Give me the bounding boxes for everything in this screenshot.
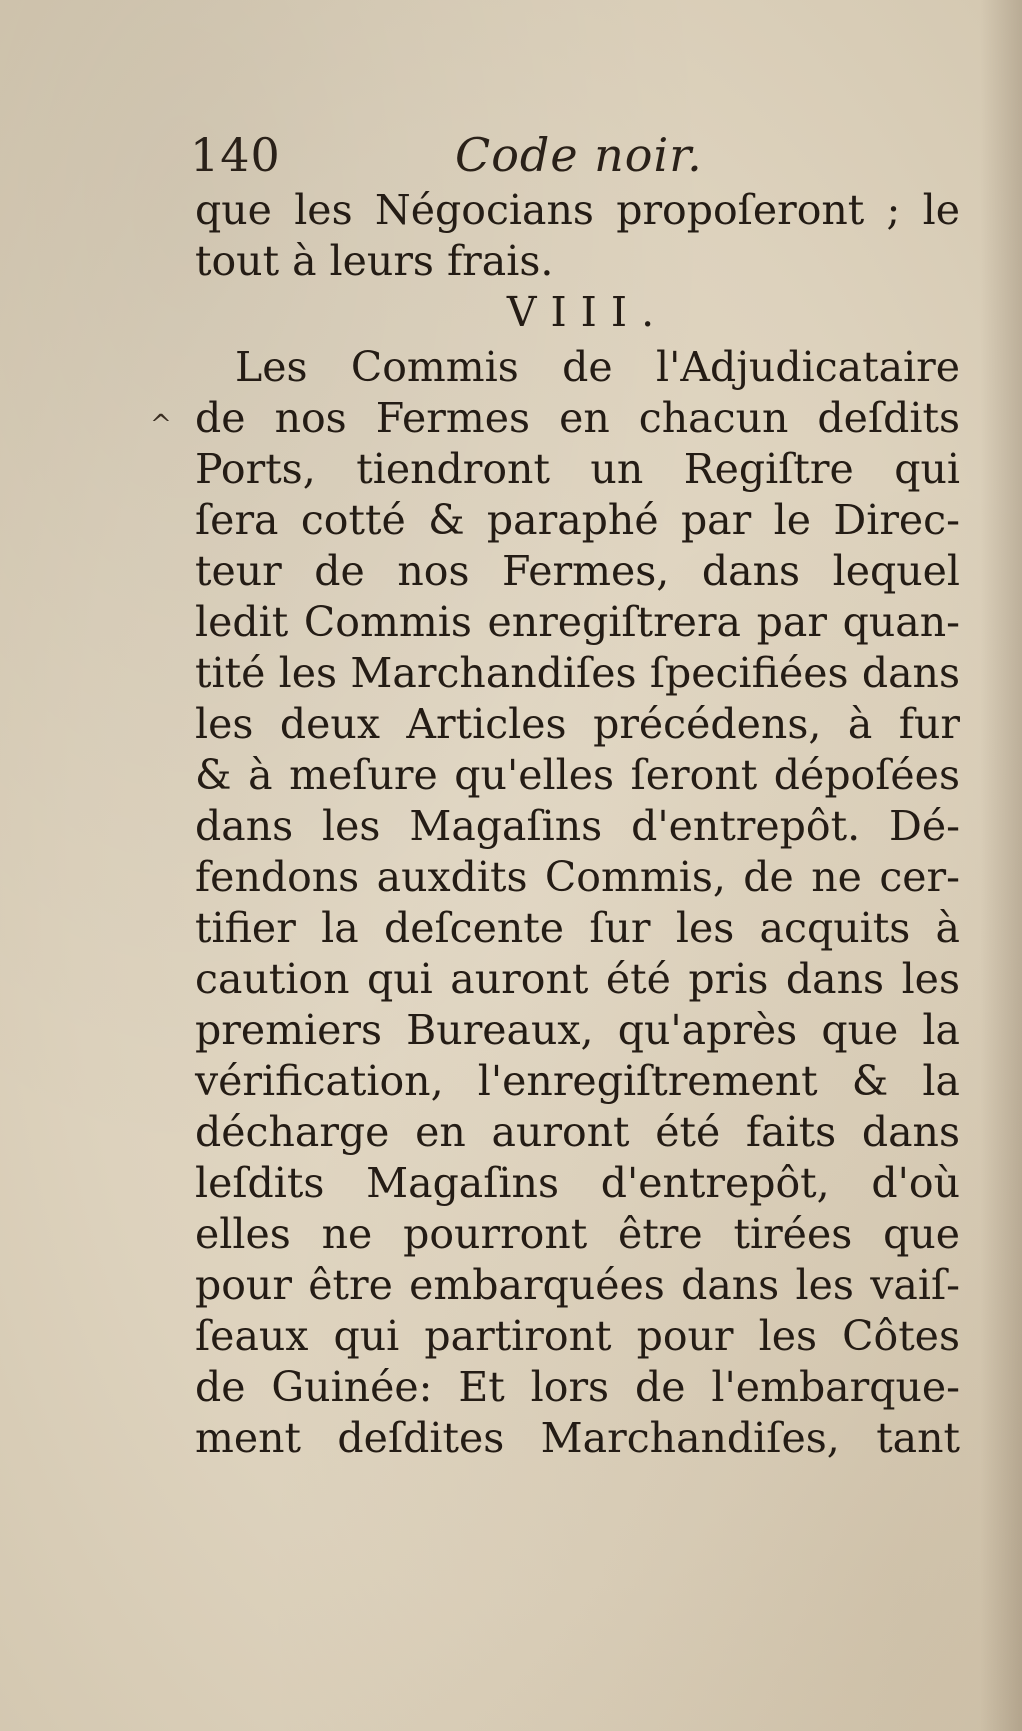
- text-line: fendons auxdits Commis, de ne cer-: [195, 853, 960, 901]
- text-line: tité les Marchandiſes ſpecifiées dans: [195, 649, 960, 697]
- text-line: vérification, l'enregiſtrement & la: [195, 1057, 960, 1105]
- text-line: que les Négocians propoſeront ; le: [195, 186, 960, 234]
- text-line: teur de nos Fermes, dans lequel: [195, 547, 960, 595]
- article-first-line: Les Commis de l'Adjudicataire: [235, 343, 960, 391]
- text-line: ledit Commis enregiſtrera par quan-: [195, 598, 960, 646]
- text-line: les deux Articles précédens, à fur: [195, 700, 960, 748]
- page-gutter-shadow: [980, 0, 1022, 1731]
- text-line: tifier la deſcente ſur les acquits à: [195, 904, 960, 952]
- text-line: elles ne pourront être tirées que: [195, 1210, 960, 1258]
- text-line: ment deſdites Marchandiſes, tant: [195, 1414, 960, 1462]
- article-number: VIII.: [506, 288, 669, 336]
- text-line: leſdits Magaſins d'entrepôt, d'où: [195, 1159, 960, 1207]
- running-title: Code noir.: [455, 128, 703, 182]
- body-text: [195, 185, 960, 1464]
- text-line: pour être embarquées dans les vaiſ-: [195, 1261, 960, 1309]
- text-line: ſera cotté & paraphé par le Direc-: [195, 496, 960, 544]
- page-number: 140: [190, 128, 281, 182]
- text-line: tout à leurs frais.: [195, 237, 554, 285]
- text-line: & à meſure qu'elles ſeront dépoſées: [195, 751, 960, 799]
- text-line: Ports, tiendront un Regiſtre qui: [195, 445, 960, 493]
- text-line: dans les Magaſins d'entrepôt. Dé-: [195, 802, 960, 850]
- text-line: de Guinée: Et lors de l'embarque-: [195, 1363, 960, 1411]
- text-line: de nos Fermes en chacun deſdits: [195, 394, 960, 442]
- text-line: décharge en auront été faits dans: [195, 1108, 960, 1156]
- text-line: ſeaux qui partiront pour les Côtes: [195, 1312, 960, 1360]
- margin-caret-mark: ^: [150, 410, 172, 440]
- text-line: premiers Bureaux, qu'après que la: [195, 1006, 960, 1054]
- text-line: caution qui auront été pris dans les: [195, 955, 960, 1003]
